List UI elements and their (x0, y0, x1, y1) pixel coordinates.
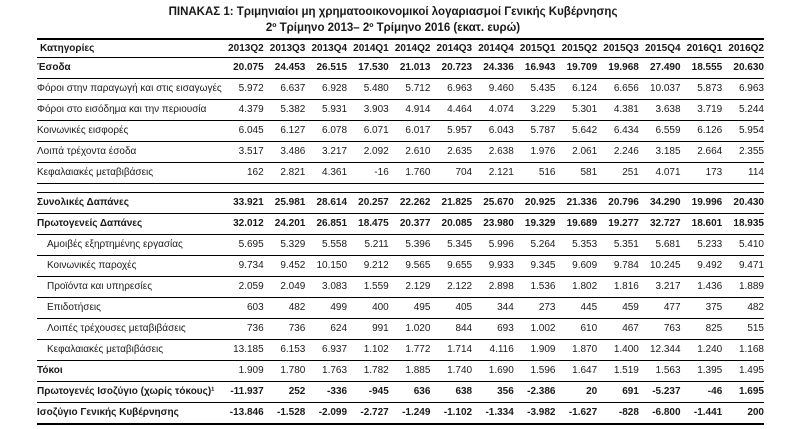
row-label: Φόροι στο εισόδημα και την περιουσία (37, 100, 222, 121)
cell-value: -46 (681, 382, 723, 403)
cell-value: 1.909 (222, 361, 264, 382)
cell-value: 9.460 (472, 79, 514, 100)
cell-value: 6.434 (597, 121, 639, 142)
table-header-row (37, 39, 764, 58)
cell-value: 18.601 (681, 214, 723, 235)
table-row (37, 403, 764, 425)
cell-value: 581 (556, 163, 598, 184)
cell-value: 5.351 (597, 235, 639, 256)
table-row (37, 256, 764, 277)
row-label: Ισοζύγιο Γενικής Κυβέρνησης (37, 403, 222, 425)
cell-value: 6.928 (305, 79, 347, 100)
cell-value: 477 (639, 298, 681, 319)
cell-value: -6.800 (639, 403, 681, 425)
cell-value: 10.150 (305, 256, 347, 277)
cell-value: -1.528 (264, 403, 306, 425)
cell-value: 2.355 (722, 142, 764, 163)
cell-value: 6.637 (264, 79, 306, 100)
cell-value: 3.903 (347, 100, 389, 121)
cell-value: 482 (722, 298, 764, 319)
cell-value: 1.563 (639, 361, 681, 382)
cell-value: 19.689 (556, 214, 598, 235)
cell-value: 9.565 (389, 256, 431, 277)
table-row (37, 319, 764, 340)
cell-value: 1.763 (305, 361, 347, 382)
cell-value: 5.233 (681, 235, 723, 256)
cell-value: 5.954 (722, 121, 764, 142)
cell-value: 5.957 (430, 121, 472, 142)
cell-value: 19.996 (681, 193, 723, 214)
cell-value: 2.898 (472, 277, 514, 298)
cell-value: 20.925 (514, 193, 556, 214)
cell-value: -828 (597, 403, 639, 425)
cell-value: 4.381 (597, 100, 639, 121)
cell-value: 273 (514, 298, 556, 319)
page-subtitle: 2º Τρίμηνο 2013– 2º Τρίμηνο 2016 (εκατ. ευρώ) (265, 22, 521, 34)
cell-value: 516 (514, 163, 556, 184)
cell-value: 1.885 (389, 361, 431, 382)
cell-value: 610 (556, 319, 598, 340)
cell-value: 10.245 (639, 256, 681, 277)
cell-value: 6.078 (305, 121, 347, 142)
cell-value: -945 (347, 382, 389, 403)
cell-value: 19.277 (597, 214, 639, 235)
cell-value: 5.345 (430, 235, 472, 256)
row-label: Τόκοι (37, 361, 222, 382)
cell-value: 251 (597, 163, 639, 184)
cell-value: 2.122 (430, 277, 472, 298)
cell-value: 9.609 (556, 256, 598, 277)
cell-value: 1.559 (347, 277, 389, 298)
cell-value: -336 (305, 382, 347, 403)
column-header-categories: Κατηγορίες (37, 39, 222, 58)
cell-value: 2.129 (389, 277, 431, 298)
row-label: Κεφαλαιακές μεταβιβάσεις (37, 163, 222, 184)
cell-value: 21.336 (556, 193, 598, 214)
cell-value: 1.536 (514, 277, 556, 298)
cell-value: 1.596 (514, 361, 556, 382)
cell-value: 5.301 (556, 100, 598, 121)
cell-value: -1.441 (681, 403, 723, 425)
cell-value: 2.610 (389, 142, 431, 163)
cell-value: 3.217 (639, 277, 681, 298)
table-row (37, 235, 764, 256)
cell-value: 6.937 (305, 340, 347, 361)
cell-value: 1.816 (597, 277, 639, 298)
cell-value: 24.336 (472, 58, 514, 79)
cell-value: -13.846 (222, 403, 264, 425)
cell-value: 19.709 (556, 58, 598, 79)
cell-value: 736 (222, 319, 264, 340)
column-header-2015q2: 2015Q2 (556, 39, 598, 58)
cell-value: 5.480 (347, 79, 389, 100)
cell-value: 1.909 (514, 340, 556, 361)
cell-value: 2.638 (472, 142, 514, 163)
column-header-2013q3: 2013Q3 (264, 39, 306, 58)
cell-value: 6.126 (681, 121, 723, 142)
cell-value: 691 (597, 382, 639, 403)
row-label: Κεφαλαιακές μεταβιβάσεις (37, 340, 222, 361)
cell-value: -3.982 (514, 403, 556, 425)
cell-value: -5.237 (639, 382, 681, 403)
column-header-2013q2: 2013Q2 (222, 39, 264, 58)
table-row (37, 121, 764, 142)
column-header-2014q1: 2014Q1 (347, 39, 389, 58)
cell-value: -2.727 (347, 403, 389, 425)
row-label: Προϊόντα και υπηρεσίες (37, 277, 222, 298)
cell-value: 4.361 (305, 163, 347, 184)
cell-value: 1.870 (556, 340, 598, 361)
table-row (37, 193, 764, 214)
table-row (37, 163, 764, 184)
cell-value: 1.976 (514, 142, 556, 163)
cell-value: -1.627 (556, 403, 598, 425)
cell-value: 445 (556, 298, 598, 319)
cell-value: 1.740 (430, 361, 472, 382)
row-label: Συνολικές Δαπάνες (37, 193, 222, 214)
cell-value: 18.475 (347, 214, 389, 235)
cell-value: 5.435 (514, 79, 556, 100)
cell-value: 20.430 (722, 193, 764, 214)
cell-value: 20.723 (430, 58, 472, 79)
cell-value: 2.049 (264, 277, 306, 298)
cell-value: 603 (222, 298, 264, 319)
cell-value: 5.382 (264, 100, 306, 121)
cell-value: 13.185 (222, 340, 264, 361)
cell-value: 515 (722, 319, 764, 340)
cell-value: 24.201 (264, 214, 306, 235)
table-row (37, 340, 764, 361)
cell-value: 21.013 (389, 58, 431, 79)
row-label: Λοιπά τρέχοντα έσοδα (37, 142, 222, 163)
cell-value: 20.085 (430, 214, 472, 235)
cell-value: 1.495 (722, 361, 764, 382)
cell-value: 27.490 (639, 58, 681, 79)
cell-value: 5.558 (305, 235, 347, 256)
cell-value: 495 (389, 298, 431, 319)
cell-value: 6.963 (722, 79, 764, 100)
cell-value: 34.290 (639, 193, 681, 214)
cell-value: 3.217 (305, 142, 347, 163)
cell-value: 5.396 (389, 235, 431, 256)
section-gap (37, 184, 764, 193)
cell-value: 1.780 (264, 361, 306, 382)
cell-value: 2.121 (472, 163, 514, 184)
column-header-2013q4: 2013Q4 (305, 39, 347, 58)
table-row (37, 298, 764, 319)
cell-value: 763 (639, 319, 681, 340)
cell-value: 2.664 (681, 142, 723, 163)
column-header-2015q3: 2015Q3 (597, 39, 639, 58)
cell-value: 1.782 (347, 361, 389, 382)
cell-value: 3.229 (514, 100, 556, 121)
cell-value: 1.020 (389, 319, 431, 340)
cell-value: 467 (597, 319, 639, 340)
cell-value: 6.043 (472, 121, 514, 142)
cell-value: 23.980 (472, 214, 514, 235)
cell-value: 5.244 (722, 100, 764, 121)
page-title: ΠΙΝΑΚΑΣ 1: Τριμηνιαίοι μη χρηματοοικονομικοί λογαριασμοί Γενικής Κυβέρνησης (168, 6, 618, 18)
table-row (37, 79, 764, 100)
cell-value: 9.452 (264, 256, 306, 277)
cell-value: 2.092 (347, 142, 389, 163)
cell-value: 162 (222, 163, 264, 184)
cell-value: 200 (722, 403, 764, 425)
cell-value: 400 (347, 298, 389, 319)
cell-value: 6.045 (222, 121, 264, 142)
cell-value: 4.379 (222, 100, 264, 121)
row-label: Έσοδα (37, 58, 222, 79)
cell-value: 5.996 (472, 235, 514, 256)
cell-value: 991 (347, 319, 389, 340)
cell-value: 16.943 (514, 58, 556, 79)
cell-value: 9.492 (681, 256, 723, 277)
cell-value: -2.386 (514, 382, 556, 403)
row-label: Πρωτογενές Ισοζύγιο (χωρίς τόκους)¹ (37, 382, 222, 403)
cell-value: 5.264 (514, 235, 556, 256)
cell-value: -16 (347, 163, 389, 184)
cell-value: 1.395 (681, 361, 723, 382)
cell-value: 5.329 (264, 235, 306, 256)
cell-value: 5.712 (389, 79, 431, 100)
cell-value: 24.453 (264, 58, 306, 79)
row-label: Λοιπές τρέχουσες μεταβιβάσεις (37, 319, 222, 340)
cell-value: -11.937 (222, 382, 264, 403)
cell-value: 704 (430, 163, 472, 184)
cell-value: 3.638 (639, 100, 681, 121)
cell-value: 2.821 (264, 163, 306, 184)
cell-value: 252 (264, 382, 306, 403)
cell-value: 9.734 (222, 256, 264, 277)
cell-value: 844 (430, 319, 472, 340)
cell-value: 482 (264, 298, 306, 319)
row-label: Κοινωνικές εισφορές (37, 121, 222, 142)
cell-value: 4.116 (472, 340, 514, 361)
cell-value: 19.329 (514, 214, 556, 235)
cell-value: 32.012 (222, 214, 264, 235)
cell-value: 26.515 (305, 58, 347, 79)
row-label: Πρωτογενείς Δαπάνες (37, 214, 222, 235)
cell-value: 5.787 (514, 121, 556, 142)
table-row (37, 58, 764, 79)
cell-value: 2.059 (222, 277, 264, 298)
cell-value: 9.471 (722, 256, 764, 277)
cell-value: 5.642 (556, 121, 598, 142)
cell-value: 19.968 (597, 58, 639, 79)
cell-value: 1.802 (556, 277, 598, 298)
cell-value: 9.784 (597, 256, 639, 277)
cell-value: 693 (472, 319, 514, 340)
column-header-2014q3: 2014Q3 (430, 39, 472, 58)
cell-value: 825 (681, 319, 723, 340)
cell-value: 405 (430, 298, 472, 319)
cell-value: 6.153 (264, 340, 306, 361)
cell-value: 624 (305, 319, 347, 340)
cell-value: 1.772 (389, 340, 431, 361)
table-row (37, 361, 764, 382)
cell-value: 1.695 (722, 382, 764, 403)
row-label: Κοινωνικές παροχές (37, 256, 222, 277)
cell-value: -1.102 (430, 403, 472, 425)
section-gap-row (37, 184, 764, 193)
cell-value: 2.635 (430, 142, 472, 163)
cell-value: 3.486 (264, 142, 306, 163)
cell-value: 5.211 (347, 235, 389, 256)
cell-value: 20.377 (389, 214, 431, 235)
cell-value: 5.695 (222, 235, 264, 256)
cell-value: 6.124 (556, 79, 598, 100)
fiscal-accounts-table (37, 38, 764, 425)
cell-value: 20 (556, 382, 598, 403)
cell-value: -2.099 (305, 403, 347, 425)
column-header-2016q1: 2016Q1 (681, 39, 723, 58)
cell-value: 33.921 (222, 193, 264, 214)
cell-value: 638 (430, 382, 472, 403)
column-header-2015q4: 2015Q4 (639, 39, 681, 58)
cell-value: 32.727 (639, 214, 681, 235)
cell-value: 5.410 (722, 235, 764, 256)
cell-value: 1.400 (597, 340, 639, 361)
table-row (37, 214, 764, 235)
cell-value: 20.075 (222, 58, 264, 79)
cell-value: 28.614 (305, 193, 347, 214)
cell-value: 173 (681, 163, 723, 184)
cell-value: 636 (389, 382, 431, 403)
cell-value: 6.559 (639, 121, 681, 142)
cell-value: 4.464 (430, 100, 472, 121)
cell-value: 18.555 (681, 58, 723, 79)
cell-value: 356 (472, 382, 514, 403)
cell-value: 1.436 (681, 277, 723, 298)
cell-value: 25.670 (472, 193, 514, 214)
cell-value: 1.519 (597, 361, 639, 382)
cell-value: 18.935 (722, 214, 764, 235)
cell-value: 5.353 (556, 235, 598, 256)
cell-value: 4.914 (389, 100, 431, 121)
cell-value: 1.168 (722, 340, 764, 361)
cell-value: 26.851 (305, 214, 347, 235)
cell-value: 6.963 (430, 79, 472, 100)
cell-value: 5.931 (305, 100, 347, 121)
cell-value: 20.257 (347, 193, 389, 214)
cell-value: 1.690 (472, 361, 514, 382)
column-header-2014q4: 2014Q4 (472, 39, 514, 58)
column-header-2014q2: 2014Q2 (389, 39, 431, 58)
cell-value: -1.334 (472, 403, 514, 425)
cell-value: 17.530 (347, 58, 389, 79)
table-row (37, 382, 764, 403)
cell-value: 3.517 (222, 142, 264, 163)
cell-value: 3.083 (305, 277, 347, 298)
column-header-2016q2: 2016Q2 (722, 39, 764, 58)
cell-value: 10.037 (639, 79, 681, 100)
column-header-2015q1: 2015Q1 (514, 39, 556, 58)
table-row (37, 100, 764, 121)
cell-value: 1.889 (722, 277, 764, 298)
cell-value: 3.185 (639, 142, 681, 163)
row-label: Φόροι στην παραγωγή και στις εισαγωγές (37, 79, 222, 100)
cell-value: 114 (722, 163, 764, 184)
cell-value: 1.647 (556, 361, 598, 382)
cell-value: 12.344 (639, 340, 681, 361)
cell-value: 1.240 (681, 340, 723, 361)
row-label: Αμοιβές εξηρτημένης εργασίας (37, 235, 222, 256)
cell-value: 499 (305, 298, 347, 319)
cell-value: 20.630 (722, 58, 764, 79)
cell-value: 21.825 (430, 193, 472, 214)
cell-value: 6.127 (264, 121, 306, 142)
cell-value: 1.102 (347, 340, 389, 361)
cell-value: 3.719 (681, 100, 723, 121)
table-row (37, 142, 764, 163)
cell-value: 9.212 (347, 256, 389, 277)
cell-value: 6.071 (347, 121, 389, 142)
cell-value: 5.972 (222, 79, 264, 100)
cell-value: 1.760 (389, 163, 431, 184)
cell-value: 9.345 (514, 256, 556, 277)
cell-value: 4.074 (472, 100, 514, 121)
cell-value: 5.873 (681, 79, 723, 100)
cell-value: 375 (681, 298, 723, 319)
cell-value: 2.061 (556, 142, 598, 163)
cell-value: 9.655 (430, 256, 472, 277)
cell-value: 2.246 (597, 142, 639, 163)
cell-value: -1.249 (389, 403, 431, 425)
cell-value: 4.071 (639, 163, 681, 184)
cell-value: 22.262 (389, 193, 431, 214)
cell-value: 1.002 (514, 319, 556, 340)
cell-value: 1.714 (430, 340, 472, 361)
cell-value: 344 (472, 298, 514, 319)
cell-value: 6.017 (389, 121, 431, 142)
cell-value: 6.656 (597, 79, 639, 100)
cell-value: 25.981 (264, 193, 306, 214)
row-label: Επιδοτήσεις (37, 298, 222, 319)
cell-value: 459 (597, 298, 639, 319)
cell-value: 9.933 (472, 256, 514, 277)
cell-value: 736 (264, 319, 306, 340)
cell-value: 20.796 (597, 193, 639, 214)
table-row (37, 277, 764, 298)
cell-value: 5.681 (639, 235, 681, 256)
